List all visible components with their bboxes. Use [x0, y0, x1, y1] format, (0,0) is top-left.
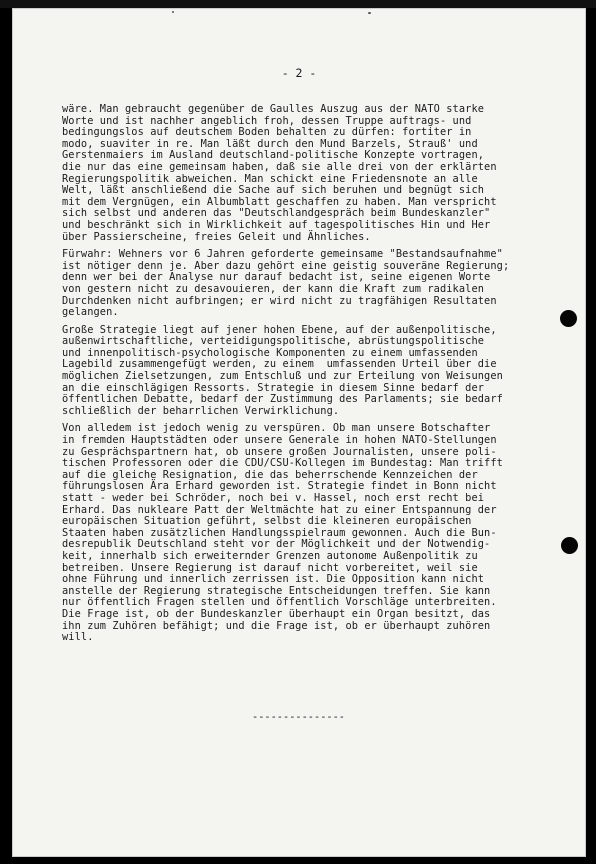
text-line: wäre. Man gebraucht gegenüber de Gaulles Auszug aus der NATO starke — [62, 103, 485, 115]
text-line: betreiben. Unsere Regierung ist darauf nicht vorbereitet, weil sie — [62, 561, 478, 574]
text-line: anstelle der Regierung strategische Entscheidungen treffen. Sie kann — [62, 584, 491, 597]
text-line: Worte und ist nachher angeblich froh, dessen Truppe auftrags- und — [62, 114, 472, 127]
text-line: und innenpolitisch-psychologische Komponenten zu einem umfassenden — [62, 346, 478, 359]
text-line: möglichen Zielsetzungen, zum Entschluß und zur Erteilung von Weisungen — [62, 370, 503, 383]
paragraph — [62, 104, 584, 243]
text-line: schließlich der beharrlichen Verwirklichung. — [62, 404, 340, 417]
text-line: auf die gleiche Resignation, die das beherrschende Kennzeichen der — [62, 468, 478, 481]
text-line: zu Gesprächspartnern hat, ob unsere großen Journalisten, unsere poli- — [62, 445, 497, 458]
text-line: an die einschlägigen Ressorts. Strategie in diesem Sinne bedarf der — [62, 381, 485, 394]
body-text — [62, 104, 584, 650]
text-line: führungslosen Ära Erhard geworden ist. Strategie findet in Bonn nicht — [62, 480, 497, 493]
scan-border — [0, 0, 596, 8]
text-line: gelangen. — [62, 306, 119, 319]
text-line: will. — [62, 631, 94, 644]
text-line: Gerstenmaiers im Ausland deutschland-politische Konzepte vortragen, — [62, 149, 485, 162]
text-line: modo, suaviter in re. Man läßt durch den Mund Barzels, Strauß' und — [62, 137, 478, 150]
text-line: über Passierscheine, freies Geleit und Ähnliches. — [62, 230, 371, 243]
paragraph — [62, 249, 584, 319]
text-line: denn wer bei der Analyse nur darauf bedacht ist, seine eigenen Worte — [62, 271, 491, 284]
text-line: Lagebild zusammengefügt werden, zu einem umfassenden Urteil über die — [62, 358, 497, 371]
text-line: desrepublik Deutschland steht vor der Möglichkeit und der Notwendig- — [62, 538, 491, 551]
text-line: Regierungspolitik abweichen. Man schickt eine Friedensnote an alle — [62, 172, 478, 185]
punch-hole — [560, 310, 577, 327]
page-number: - 2 - — [281, 66, 317, 80]
paragraph — [62, 423, 584, 643]
text-line: Durchdenken nicht aufbringen; er wird nicht zu tragfähigen Resultaten — [62, 294, 497, 307]
text-line: außenwirtschaftliche, verteidigungspolitische, abrüstungspolitische — [62, 335, 485, 348]
text-line: Fürwahr: Wehners vor 6 Jahren geforderte gemeinsame "Bestandsaufnahme" — [62, 248, 503, 261]
punch-hole — [561, 537, 578, 554]
scan-speck — [368, 12, 371, 14]
end-separator: --------------- — [252, 711, 345, 723]
text-line: keit, innerhalb sich erweiternder Grenzen autonome Außenpolitik zu — [62, 549, 478, 562]
document-page — [12, 8, 586, 857]
text-line: mit dem Vergnügen, ein Albumblatt geschaffen zu haben. Man verspricht — [62, 195, 497, 208]
text-line: Die Frage ist, ob der Bundeskanzler überhaupt ein Organ besitzt, das — [62, 607, 491, 620]
text-line: in fremden Hauptstädten oder unsere Generale in hohen NATO-Stellungen — [62, 434, 497, 447]
text-line: europäischen Situation geführt, selbst die kleineren europäischen — [62, 515, 472, 528]
text-line: Große Strategie liegt auf jener hohen Ebene, auf der außenpolitische, — [62, 323, 497, 336]
text-line: ist nötiger denn je. Aber dazu gehört eine geistig souveräne Regierung; — [62, 259, 510, 272]
text-line: Staaten haben zusätzlichen Handlungsspielraum gewonnen. Auch die Bun- — [62, 526, 497, 539]
text-line: ohne Führung und innerlich zerrissen ist. Die Opposition kann nicht — [62, 573, 485, 586]
text-line: statt - weder bei Schröder, noch bei v. Hassel, noch erst recht bei — [62, 492, 485, 504]
text-line: nur öffentlich Fragen stellen und öffentlich Vorschläge unterbreiten. — [62, 596, 497, 609]
text-line: öffentlichen Debatte, bedarf der Zustimmung des Parlaments; sie bedarf — [62, 393, 503, 406]
text-line: die nur das eine gemeinsam haben, daß sie alle drei von der erklärten — [62, 160, 497, 173]
text-line: und beschränkt sich in Wirklichkeit auf tagespolitisches Hin und Her — [62, 218, 491, 231]
text-line: Welt, läßt anschließend die Sache auf sich beruhen und begnügt sich — [62, 184, 485, 197]
text-line: ihn zum Zuhören befähigt; und die Frage ist, ob er überhaupt zuhören — [62, 619, 491, 632]
text-line: bedingungslos auf deutschem Boden behalten zu dürfen: fortiter in — [62, 126, 472, 139]
text-line: von gestern nicht zu desavouieren, der kann die Kraft zum radikalen — [62, 282, 485, 295]
text-line: Erhard. Das nukleare Patt der Weltmächte hat zu einer Entspannung der — [62, 503, 497, 516]
scan-speck — [172, 11, 174, 13]
text-line: tischen Professoren oder die CDU/CSU-Kollegen im Bundestag: Man trifft — [62, 457, 503, 470]
text-line: Von alledem ist jedoch wenig zu verspüren. Ob man unsere Botschafter — [62, 422, 491, 435]
paragraph — [62, 325, 584, 418]
text-line: sich selbst und anderen das "Deutschlandgespräch beim Bundeskanzler" — [62, 207, 491, 220]
